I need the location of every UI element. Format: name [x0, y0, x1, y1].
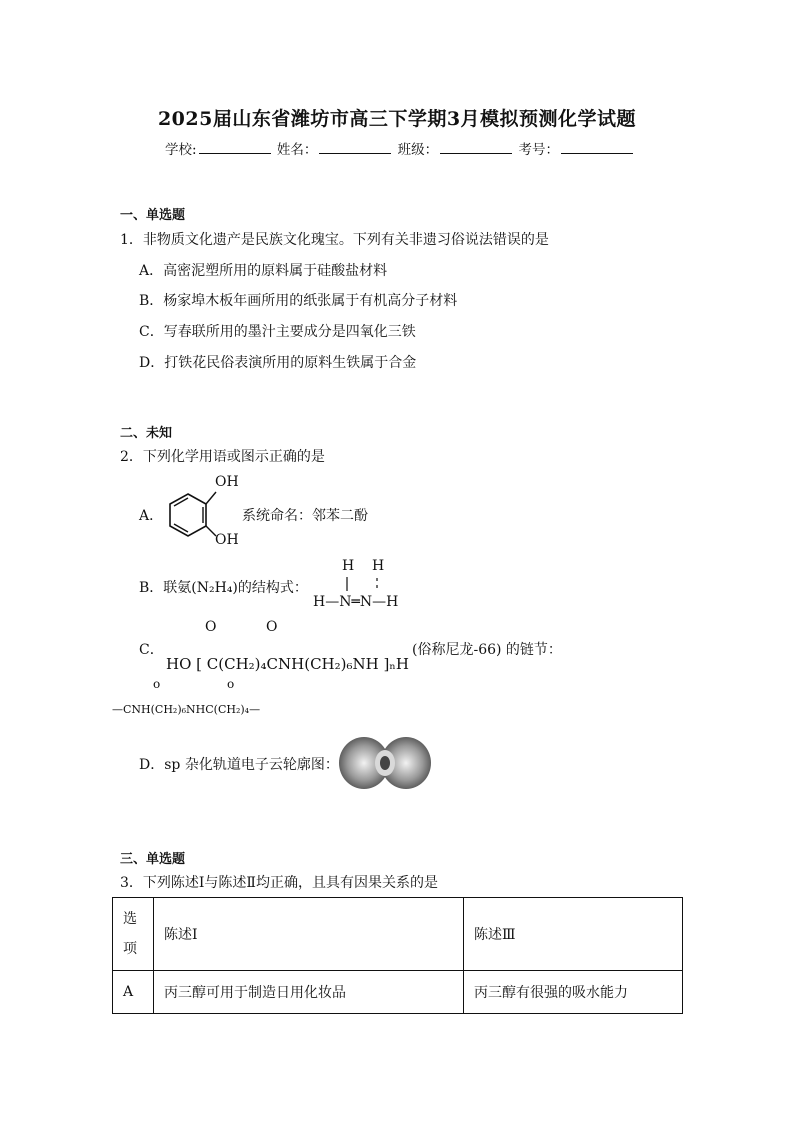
nylon-carbonyl-o-2: O: [266, 619, 278, 635]
class-label: 班级：: [397, 142, 439, 158]
question-1-option-a: A．高密泥塑所用的原料属于硅酸盐材料: [139, 263, 388, 279]
hydrazine-formula: H—N═N—H: [313, 594, 399, 610]
table-cell-statement-2: 丙三醇有很强的吸水能力: [464, 971, 683, 1014]
table-header-row: [113, 898, 683, 971]
table-row: [113, 971, 683, 1014]
exam-no-blank[interactable]: [561, 141, 633, 154]
name-blank[interactable]: [319, 141, 391, 154]
class-blank[interactable]: [440, 141, 512, 154]
hydrazine-h-top-1: H: [342, 558, 355, 574]
exam-no-label: 考号：: [518, 142, 559, 158]
section-heading-3: 三、单选题: [120, 852, 186, 867]
question-2-option-a-text: 系统命名：邻苯二酚: [242, 508, 368, 524]
sp-orbital-image: [338, 734, 432, 792]
nylon-repeat-unit: —CNH(CH₂)₆NHC(CH₂)₄—: [112, 703, 261, 716]
student-info-line: [165, 138, 635, 158]
question-2-stem: 2．下列化学用语或图示正确的是: [120, 449, 325, 465]
nylon-chain-o-3: o: [153, 677, 161, 691]
question-2-option-b-text: B．联氨(N₂H₄)的结构式：: [139, 580, 308, 596]
question-2-option-a-letter: A．: [139, 508, 164, 524]
section-heading-2: 二、未知: [120, 426, 173, 441]
school-label: 学校:: [165, 142, 197, 158]
question-1-option-c: C．写春联所用的墨汁主要成分是四氧化三铁: [139, 324, 416, 340]
table-cell-option: A: [113, 971, 154, 1014]
table-header-option: 选项: [113, 898, 154, 971]
table-header-statement-1: 陈述Ⅰ: [154, 898, 464, 971]
nylon-66-formula: HO [ C(CH₂)₄CNH(CH₂)₆NH ]ₙH: [166, 655, 409, 673]
nylon-carbonyl-o-1: O: [205, 619, 217, 635]
question-2-option-c-letter: C．: [139, 642, 164, 658]
table-cell-statement-1: 丙三醇可用于制造日用化妆品: [154, 971, 464, 1014]
question-3-stem: 3．下列陈述Ⅰ与陈述Ⅱ均正确，且具有因果关系的是: [120, 875, 438, 891]
statement-table: [112, 897, 683, 1014]
hydrazine-h-top-2: H: [372, 558, 385, 574]
table-header-statement-2: 陈述Ⅲ: [464, 898, 683, 971]
school-blank[interactable]: [199, 141, 271, 154]
catechol-oh-top: OH: [215, 474, 239, 490]
question-1-stem: 1．非物质文化遗产是民族文化瑰宝。下列有关非遗习俗说法错误的是: [120, 232, 549, 248]
question-1-option-d: D．打铁花民俗表演所用的原料生铁属于合金: [139, 355, 417, 371]
question-2-option-d-text: D．sp 杂化轨道电子云轮廓图：: [139, 757, 339, 773]
catechol-oh-bottom: OH: [215, 532, 239, 548]
question-1-option-b: B．杨家埠木板年画所用的纸张属于有机高分子材料: [139, 293, 458, 309]
section-heading-1: 一、单选题: [120, 208, 186, 223]
hydrazine-bonds: [340, 575, 390, 595]
nylon-chain-o-4: o: [227, 677, 235, 691]
name-label: 姓名：: [276, 142, 318, 158]
page-title: 2025届山东省潍坊市高三下学期3月模拟预测化学试题: [157, 108, 637, 130]
question-2-option-c-note: (俗称尼龙-66) 的链节：: [412, 642, 562, 658]
